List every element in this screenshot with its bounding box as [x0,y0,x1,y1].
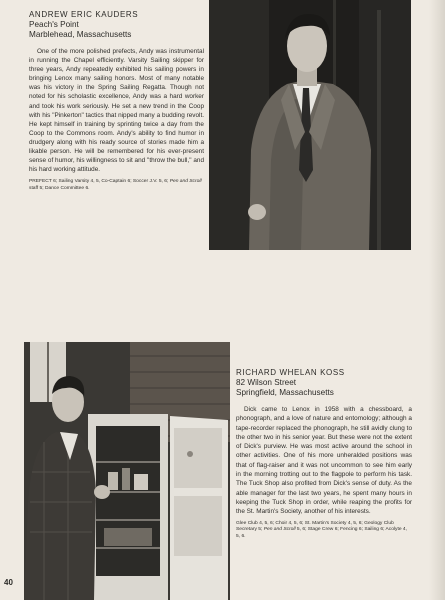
candid-photo-koss [24,342,230,600]
page-number: 40 [4,578,13,587]
portrait-photo-kauders [209,0,411,250]
student-name: RICHARD WHELAN KOSS [236,368,345,377]
activities-text: PREFECT 6; Sailing Varsity 4, 5, Co-Captain 6; Soccer J.V. 5, 6; [29,179,170,185]
address-line-2: Marblehead, Massachusetts [29,30,132,39]
activities-italic: Pen and Scroll [263,527,296,533]
address-line-1: 82 Wilson Street [236,378,297,387]
activities-list [29,179,204,192]
activities-text-rest: staff 5; Dance Committee 6. [29,185,90,191]
address-line-1: Peach's Point [29,20,79,29]
student-name: ANDREW ERIC KAUDERS [29,10,139,19]
activities-italic: Pen and Scroll [169,179,202,185]
activities-text-rest: 5, 6; Stage Crew 6; Fencing 6; Sailing 6; Acolyte 4, 5, 6. [236,527,408,539]
biography-text: One of the more polished prefects, Andy was instrumental in running the Chapel efficiently. Varsity Sailing skipper for three years, Andy repeatedly exhibited his sailing powers in bringing Lenox many sailing honors. Most of many notable was his victory in the Spring Sailing Regatta. Though not noted for his scholastic excellence, Andy was a hard worker and took his work seriously. He set a new trend in the Coop with his "Pinkerton" tactics that nipped many a budding revolt. He kept himself in training by sprinting twice a day from the Coop to the Commons room. Andy's ability to find humor in drudgery along with his ready source of stories made him a likable person. He will be remembered for his ever-present sense of humor, his willingness to sit and "throw the bull," and his hard working attitude. [29,48,204,174]
address-line-2: Springfield, Massachusetts [236,388,334,397]
senior-entry-koss [236,368,412,540]
activities-text: Glee Club 4, 5, 6; Choir 4, 5, 6; St. Martin's Society 4, 5, 6; Geology Club Secretary 5; [236,520,394,533]
biography-text: Dick came to Lenox in 1958 with a chessboard, a phonograph, and a love of nature and entomology; although a tape-recorder replaced the phonograph, he still avidly clung to the other two in his senior year. But these were not the extent of Dick's purview. He was most active around the school in other activities. One of his more unheralded positions was that of flag-raiser and it was not uncommon to see him early in the morning trotting out to the flagpole to perform his task. The Tuck Shop also profited from Dick's sense of duty. As the able manager for the last two years, he spent many hours in keeping the Tuck Shop in order, while reaping the profits for the St. Martin's Society, another of his interests. [236,406,412,516]
page-binding-edge [429,0,445,600]
senior-entry-kauders [29,10,204,192]
activities-list [236,521,412,541]
